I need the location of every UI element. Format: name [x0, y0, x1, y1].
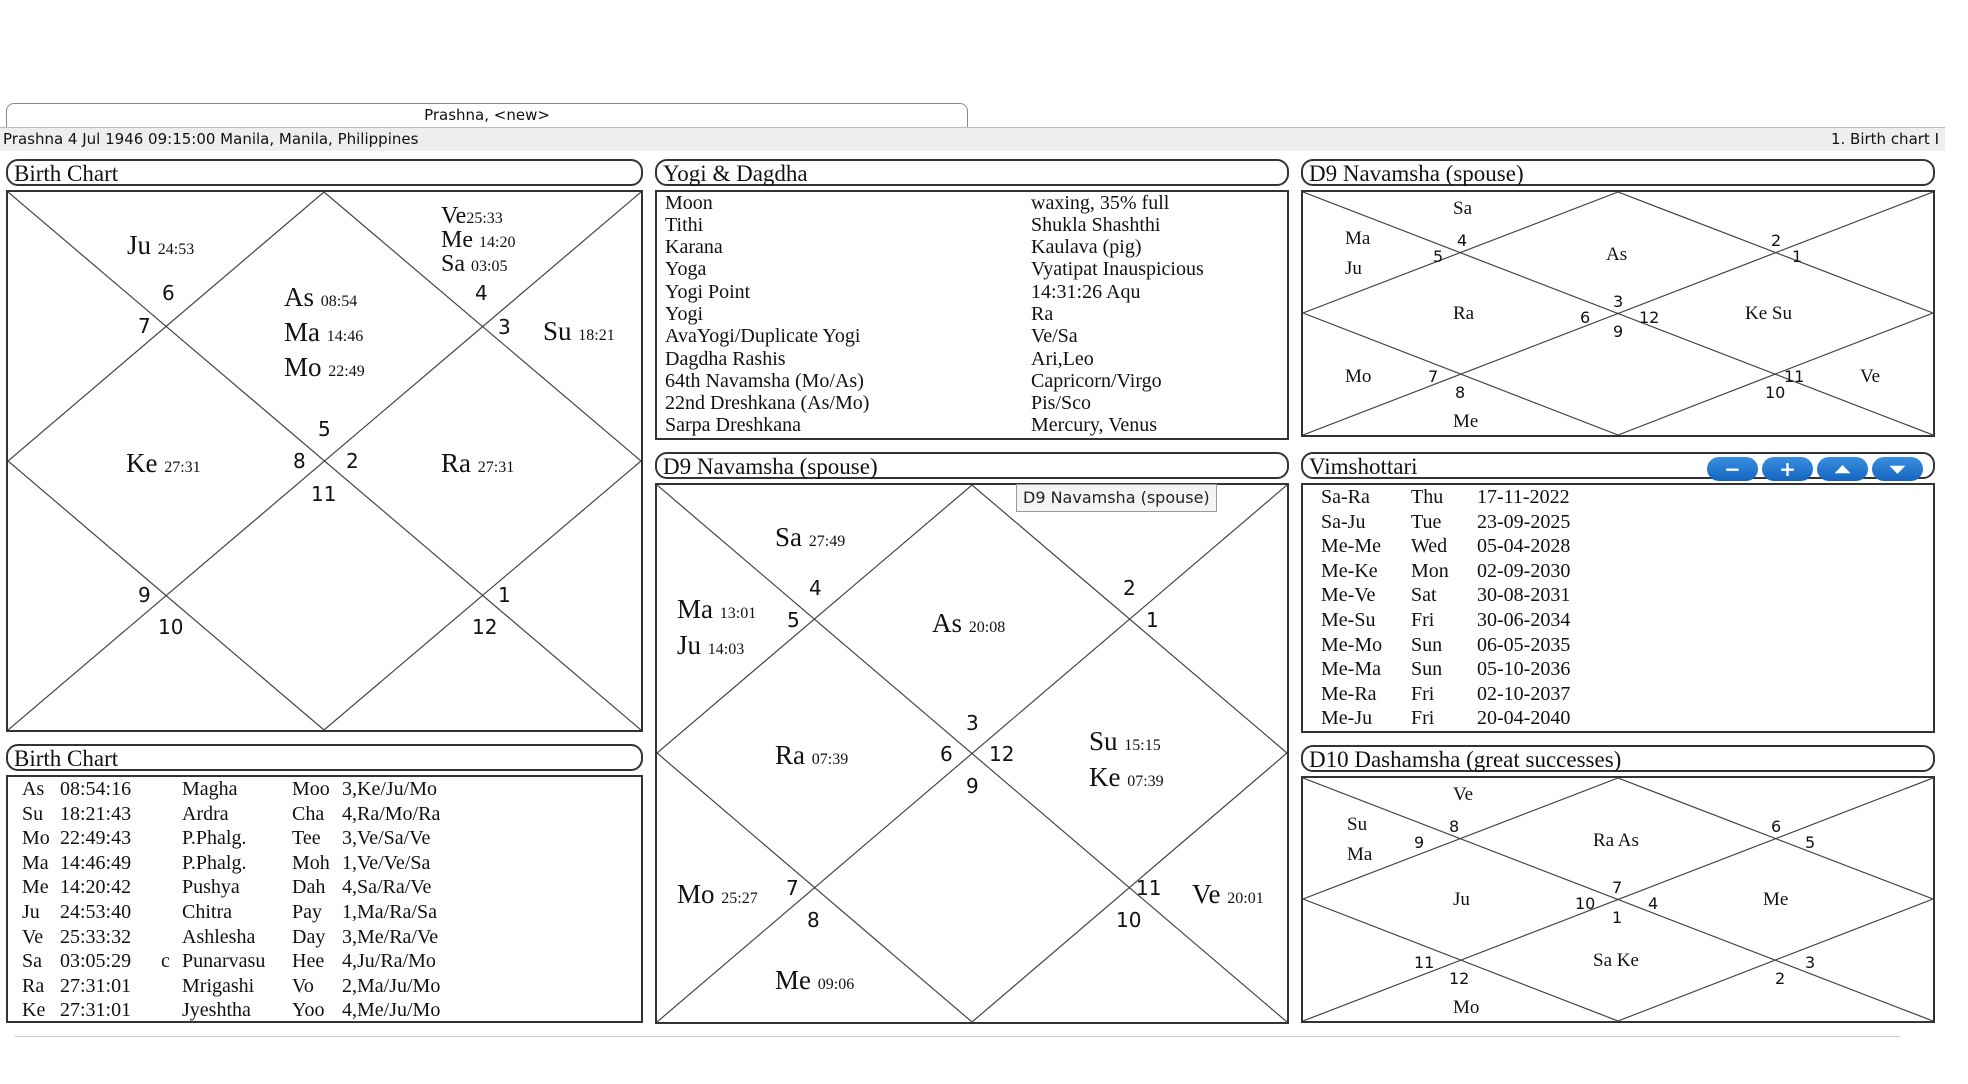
bc-me: Me 14:20 — [441, 227, 516, 253]
d9-su: Su 15:15 — [1089, 726, 1161, 756]
d10-house-num: 10 — [1575, 894, 1596, 913]
chart-selector[interactable]: 1. Birth chart I — [1830, 130, 1939, 148]
d10-house-num: 6 — [1771, 817, 1782, 836]
bc-house-num: 9 — [138, 583, 151, 607]
chart-tooltip: D9 Navamsha (spouse) — [1016, 484, 1217, 512]
d10-planet: Mo — [1453, 997, 1480, 1018]
d9-big-title[interactable]: D9 Navamsha (spouse) — [655, 452, 1289, 479]
d10-house-num: 4 — [1648, 894, 1659, 913]
d10-house-num: 7 — [1612, 878, 1623, 897]
d10-planet: Ma — [1347, 844, 1373, 865]
d9s-house-num: 6 — [1580, 308, 1591, 327]
d9s-planet: Ra — [1453, 303, 1475, 324]
d9-house-num: 5 — [787, 608, 800, 632]
yogi-dagdha-table[interactable]: Moon waxing, 35% full Tithi Shukla Shashthi Karana Kaulava (pig) Yoga Vyatipat Inauspicious Yogi Point 14:31:26 Aqu Yogi Ra AvaYogi/Duplicate Yogi Ve/Sa Dagdha Rashis Ari,Leo 64th Navamsha (Mo/As) Capricorn/Virgo 22nd Dreshkana (As/Mo) Pis/Sco Sarpa Dreshkana Mercury, Venus — [655, 190, 1289, 440]
d9-house-num: 12 — [989, 742, 1015, 766]
d9-mo: Mo 25:27 — [677, 879, 758, 909]
d9-big-panel[interactable] — [655, 483, 1289, 1024]
bc-house-num: 1 — [498, 583, 511, 607]
d9s-house-num: 1 — [1792, 247, 1803, 266]
d9-house-num: 7 — [786, 876, 799, 900]
d9-small-grid — [1303, 192, 1933, 435]
d9s-house-num: 11 — [1784, 367, 1805, 386]
d9-small-title[interactable]: D9 Navamsha (spouse) — [1301, 159, 1935, 186]
d9-house-num: 2 — [1123, 576, 1136, 600]
d9s-house-num: 4 — [1457, 231, 1468, 250]
vimshottari-table[interactable]: Sa-Ra Thu 17-11-2022 Sa-Ju Tue 23-09-2025 Me-Me Wed 05-04-2028 Me-Ke Mon 02-09-2030 Me-Ve Sat 30-08-2031 Me-Su Fri 30-06-2034 Me-Mo Sun 06-05-2035 Me-Ma Sun 05-10-2036 Me-Ra Fri 02-10-2037 Me-Ju Fri 20-04-2040 — [1301, 483, 1935, 733]
d9-sa: Sa 27:49 — [775, 522, 846, 552]
d9s-house-num: 9 — [1613, 322, 1624, 341]
expand-button[interactable]: + — [1762, 457, 1813, 481]
d10-house-num: 12 — [1449, 969, 1470, 988]
bc-ma: Ma 14:46 — [284, 317, 364, 347]
d9s-house-num: 8 — [1455, 383, 1466, 402]
yogi-dagdha-title[interactable]: Yogi & Dagdha — [655, 159, 1289, 186]
d9s-house-num: 3 — [1613, 292, 1624, 311]
d9s-planet: Ke Su — [1745, 303, 1792, 324]
bc-house-num: 3 — [498, 315, 511, 339]
bc-sa: Sa 03:05 — [441, 251, 508, 277]
d10-house-num: 2 — [1775, 969, 1786, 988]
d10-house-num: 8 — [1449, 817, 1460, 836]
d9-house-num: 10 — [1116, 908, 1142, 932]
d10-house-num: 3 — [1805, 953, 1816, 972]
divider — [15, 1036, 1900, 1037]
d10-house-num: 9 — [1414, 833, 1425, 852]
positions-title[interactable]: Birth Chart — [6, 744, 643, 771]
bc-house-num: 8 — [293, 449, 306, 473]
birth-chart-panel[interactable] — [6, 190, 643, 732]
bc-mo: Mo 22:49 — [284, 352, 365, 382]
d9-big-grid — [657, 485, 1287, 1022]
bc-ju: Ju 24:53 — [127, 230, 195, 260]
bc-su: Su 18:21 — [543, 316, 615, 346]
d9-house-num: 1 — [1146, 608, 1159, 632]
d10-planet: Su — [1347, 814, 1368, 835]
bc-ra: Ra 27:31 — [441, 448, 515, 478]
d9s-planet: Ma — [1345, 228, 1371, 249]
collapse-button[interactable]: − — [1707, 457, 1758, 481]
vimshottari-title[interactable] — [1301, 452, 1935, 479]
d9-house-num: 3 — [966, 711, 979, 735]
bc-ve: Ve25:33 — [441, 203, 503, 229]
d9s-planet: As — [1606, 244, 1628, 265]
d10-grid — [1303, 778, 1933, 1021]
d9-ra: Ra 07:39 — [775, 740, 849, 770]
info-bar — [0, 128, 1945, 151]
d9-house-num: 4 — [809, 576, 822, 600]
birth-chart-title[interactable]: Birth Chart — [6, 159, 643, 186]
bc-house-num: 10 — [158, 615, 184, 639]
d10-house-num: 5 — [1805, 833, 1816, 852]
d9s-planet: Sa — [1453, 198, 1472, 219]
d10-planet: Ve — [1453, 784, 1474, 805]
d10-house-num: 1 — [1612, 908, 1623, 927]
d9-ke: Ke 07:39 — [1089, 762, 1164, 792]
d10-panel[interactable] — [1301, 776, 1935, 1023]
d9s-house-num: 5 — [1433, 247, 1444, 266]
d10-title[interactable]: D10 Dashamsha (great successes) — [1301, 745, 1935, 772]
down-button[interactable]: ⏷ — [1872, 457, 1923, 481]
d10-planet: Sa Ke — [1593, 950, 1639, 971]
d9-small-panel[interactable] — [1301, 190, 1935, 437]
positions-table[interactable]: As 08:54:16 Magha Moo 3,Ke/Ju/Mo Su 18:21:43 Ardra Cha 4,Ra/Mo/Ra Mo 22:49:43 P.Phalg. Tee 3,Ve/Sa/Ve Ma 14:46:49 P.Phalg. Moh 1,Ve/Ve/Sa Me 14:20:42 Pushya Dah 4,Sa/Ra/Ve Ju 24:53:40 Chitra Pay 1,Ma/Ra/Sa Ve 25:33:32 Ashlesha Day 3,Me/Ra/Ve Sa 03:05:29 c Punarvasu Hee 4,Ju/Ra/Mo Ra 27:31:01 Mrigashi Vo 2,Ma/Ju/Mo Ke 27:31:01 Jyeshtha Yoo 4,Me/Ju/Mo — [6, 775, 643, 1023]
bc-house-num: 4 — [475, 281, 488, 305]
chart-info: Prashna 4 Jul 1946 09:15:00 Manila, Manila, Philippines — [3, 130, 419, 148]
d9-house-num: 9 — [966, 774, 979, 798]
d9-as: As 20:08 — [932, 608, 1006, 638]
birth-chart-grid — [8, 192, 641, 730]
d10-house-num: 11 — [1414, 953, 1435, 972]
bc-house-num: 5 — [318, 417, 331, 441]
d9s-planet: Me — [1453, 411, 1479, 432]
d10-planet: Ju — [1453, 889, 1470, 910]
d9-ve: Ve 20:01 — [1192, 879, 1264, 909]
d9-house-num: 8 — [807, 908, 820, 932]
d9s-house-num: 2 — [1771, 231, 1782, 250]
d9-me: Me 09:06 — [775, 965, 855, 995]
bc-as: As 08:54 — [284, 282, 358, 312]
bc-house-num: 2 — [346, 449, 359, 473]
d9-ma: Ma 13:01 — [677, 594, 757, 624]
d9-ju: Ju 14:03 — [677, 630, 745, 660]
d9s-house-num: 10 — [1765, 383, 1786, 402]
d9s-planet: Mo — [1345, 366, 1372, 387]
d9-house-num: 11 — [1136, 876, 1162, 900]
d9s-planet: Ju — [1345, 258, 1362, 279]
bc-house-num: 7 — [138, 314, 151, 338]
d9s-house-num: 7 — [1428, 367, 1439, 386]
bc-house-num: 12 — [472, 615, 498, 639]
tab-bar — [0, 103, 1945, 128]
bc-house-num: 6 — [162, 281, 175, 305]
d9s-planet: Ve — [1860, 366, 1881, 387]
d9s-house-num: 12 — [1639, 308, 1660, 327]
d9-house-num: 6 — [940, 742, 953, 766]
bc-house-num: 11 — [311, 482, 337, 506]
vimshottari-title-text: Vimshottari — [1309, 454, 1418, 479]
d10-planet: Me — [1763, 889, 1789, 910]
bc-ke: Ke 27:31 — [126, 448, 201, 478]
tab-prashna-new[interactable]: Prashna, <new> — [6, 103, 968, 127]
up-button[interactable]: ⏶ — [1817, 457, 1868, 481]
d10-planet: Ra As — [1593, 830, 1639, 851]
